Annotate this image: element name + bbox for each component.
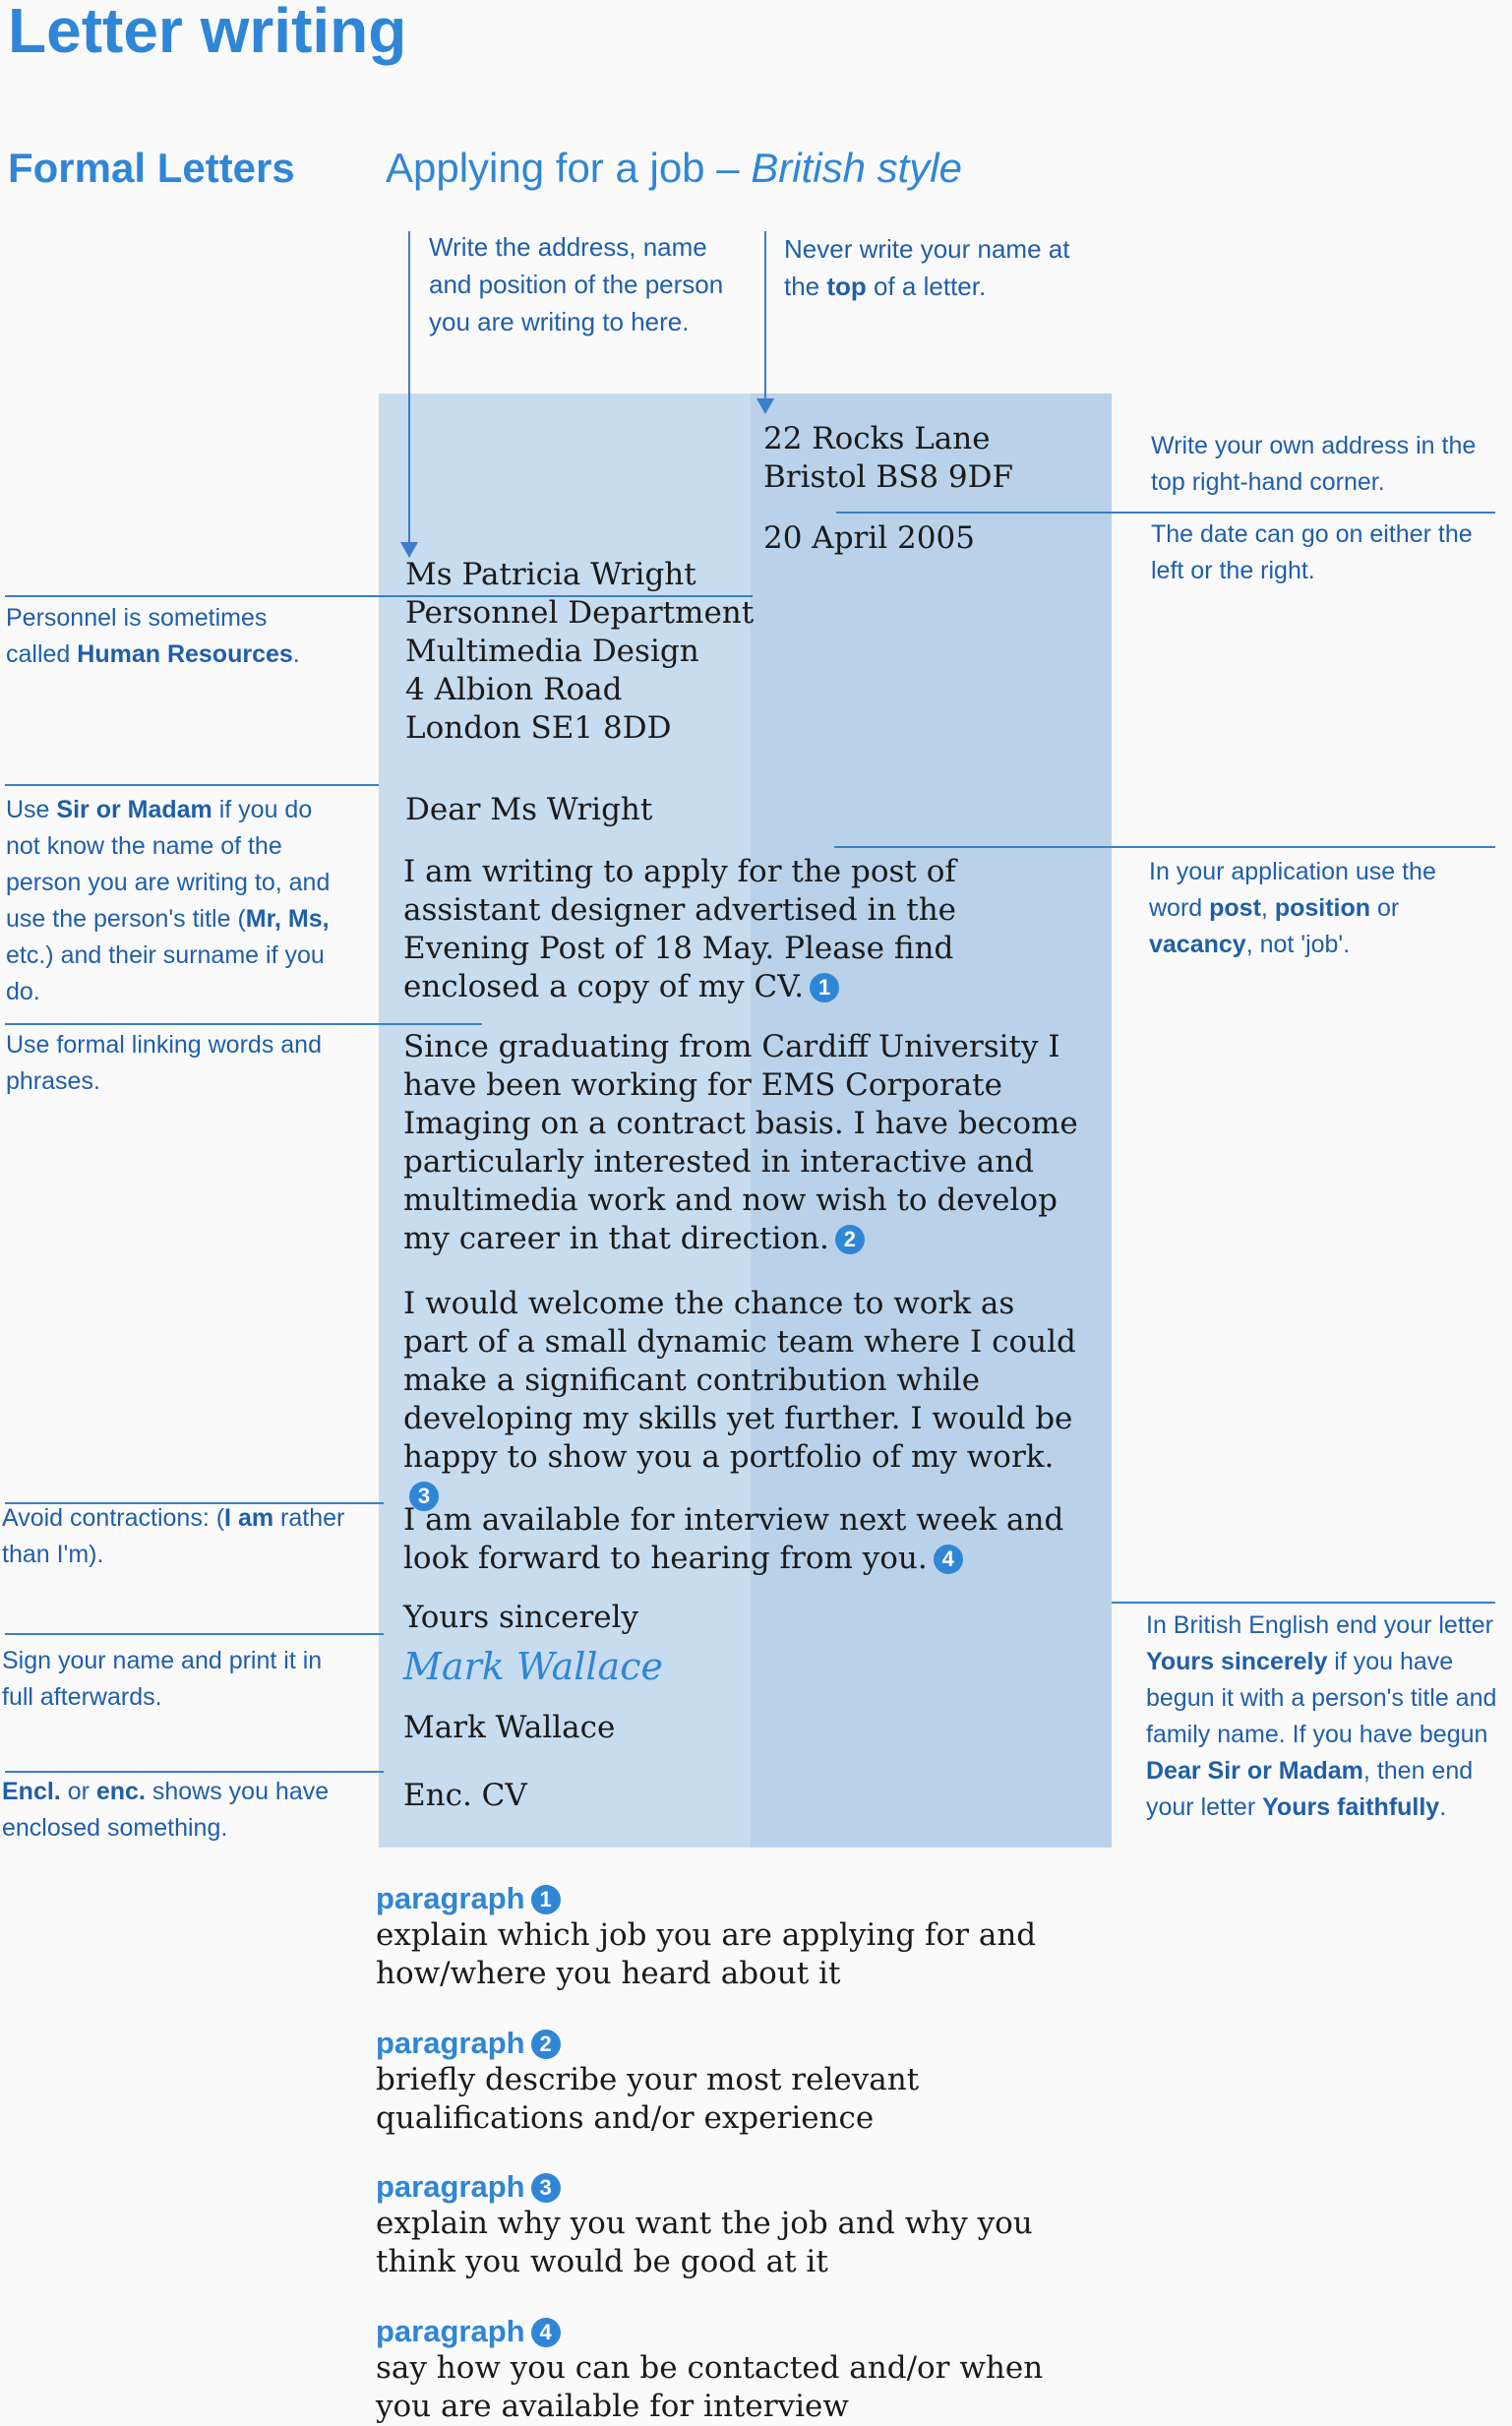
letter-paragraph-1: I am writing to apply for the post of assistant designer advertised in the Evening Post of 18 May. Please find enclosed a copy of my CV. 1 [403, 854, 957, 1004]
rule-linking [5, 1023, 482, 1025]
note-sign: Sign your name and print it in full afterwards. [2, 1647, 323, 1711]
rule-encl [5, 1771, 384, 1773]
closing: Yours sincerely [403, 1600, 639, 1635]
letter-paragraph-4: I am available for interview next week and look forward to hearing from you. 4 [403, 1502, 1064, 1576]
note-personnel: Personnel is sometimes called Human Resources. [6, 604, 300, 668]
subtitle-style: British style [751, 145, 962, 191]
note-address-recipient: Write the address, name and position of the person you are writing to here. [429, 232, 724, 336]
note-contractions: Avoid contractions: (I am rather than I'm). [2, 1504, 345, 1568]
enclosure: Enc. CV [403, 1778, 527, 1813]
note-own-address: Write your own address in the top right-hand corner. [1151, 432, 1477, 496]
paragraph-guide-4: paragraph 4 say how you can be contacted and/or when you are available for interview [376, 2314, 1044, 2424]
subtitle-main: Applying for a job – [386, 145, 752, 191]
rule-british [1112, 1602, 1495, 1604]
paragraph-marker-2: 2 [835, 1225, 865, 1254]
section-heading: Formal Letters [8, 145, 295, 191]
sender-address: 22 Rocks Lane Bristol BS8 9DF [763, 421, 1013, 495]
note-encl: Encl. or enc. shows you have enclosed something. [2, 1778, 330, 1842]
salutation: Dear Ms Wright [405, 792, 653, 827]
rule-sign [5, 1633, 384, 1635]
note-british-ending: In British English end your letter Yours sincerely if you have begun it with a person's title and family name. If you have begun Dear Sir or Madam, then end your letter Yours faithfully. [1146, 1611, 1497, 1821]
arrow-recipient-line [408, 231, 410, 544]
note-name-top: Never write your name at the top of a letter. [784, 234, 1070, 301]
printed-name: Mark Wallace [403, 1710, 616, 1745]
letter-paragraph-3: I would welcome the chance to work as part of a small dynamic team where I could make a significant contribution while developing my skills yet further. I would be happy to show you a portfolio of my work.3 [403, 1285, 1082, 1515]
subtitle [386, 145, 962, 192]
note-application-word: In your application use the word post, position or vacancy, not 'job'. [1149, 858, 1436, 958]
paragraph-guide-3: paragraph 3 explain why you want the job and why you think you would be good at it [376, 2169, 1033, 2279]
letter-date: 20 April 2005 [763, 520, 975, 556]
rule-application [834, 846, 1495, 848]
paragraph-guide-2: paragraph 2 briefly describe your most relevant qualifications and/or experience [376, 2026, 920, 2136]
note-sir-madam: Use Sir or Madam if you do not know the name of the person you are writing to, and use the person's title (Mr, Ms, etc.) and their surname if you do. [6, 796, 331, 1005]
paragraph-marker-1: 1 [810, 973, 839, 1002]
paragraph-marker-4: 4 [934, 1545, 963, 1574]
arrow-sender-head [756, 398, 774, 414]
signature: Mark Wallace [403, 1645, 663, 1688]
page-title: Letter writing [8, 0, 407, 66]
rule-own-address [836, 512, 1495, 514]
letter-paragraph-2: Since graduating from Cardiff University I have been working for EMS Corporate Imaging on a contract basis. I have become particularly interested in interactive and multimedia work and now wish to develop my career in that direction. 2 [403, 1029, 1078, 1256]
note-linking: Use formal linking words and phrases. [6, 1031, 322, 1095]
note-date: The date can go on either the left or the right. [1151, 520, 1473, 584]
paragraph-marker-3: 3 [409, 1482, 439, 1511]
recipient-address: Ms Patricia Wright Personnel Department Multimedia Design 4 Albion Road London SE1 8DD [405, 557, 755, 746]
paragraph-guide-1: paragraph 1 explain which job you are applying for and how/where you heard about it [376, 1881, 1037, 1991]
rule-sir-madam [5, 784, 379, 786]
arrow-sender-line [764, 231, 766, 400]
